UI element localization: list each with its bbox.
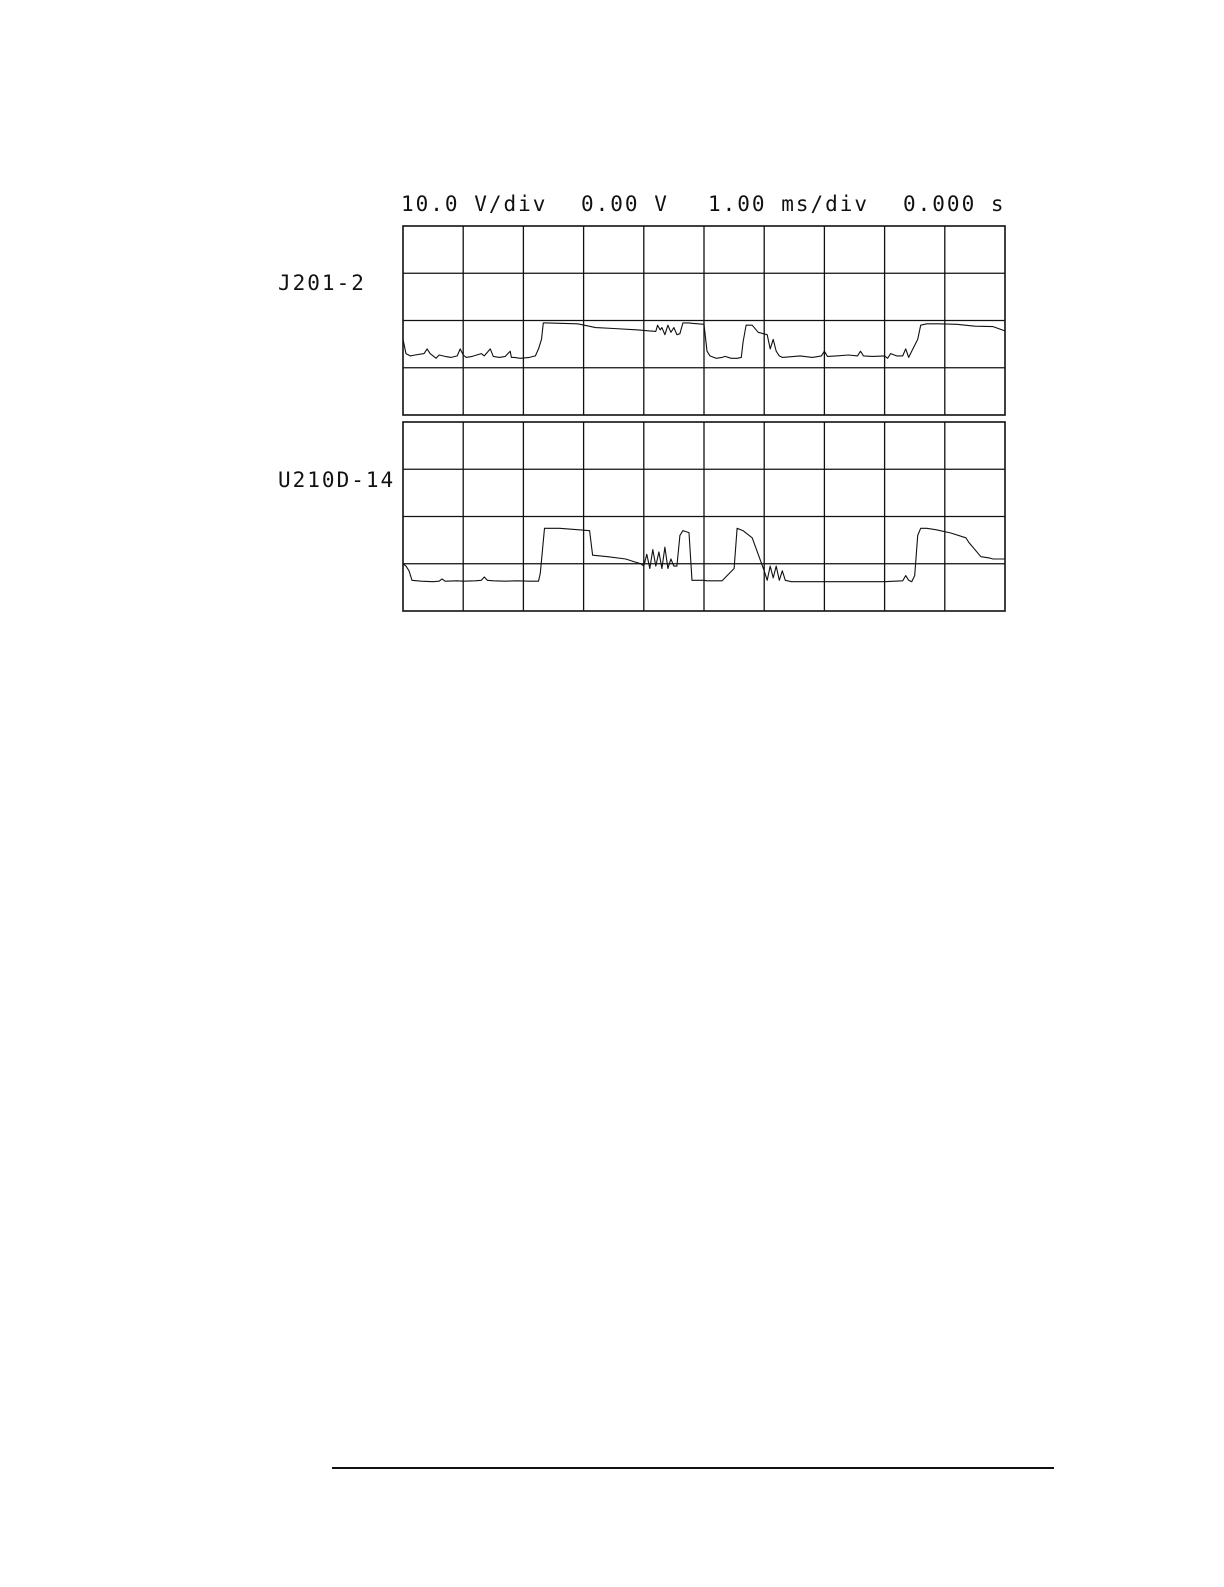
delay-label: 0.000 s	[903, 192, 1006, 216]
grid-panel-j201-2	[403, 226, 1005, 415]
channel-label-u210d-14: U210D-14	[278, 468, 396, 492]
offset-label: 0.00 V	[581, 192, 669, 216]
volts-per-div-label: 10.0 V/div	[401, 192, 548, 216]
footer-rule	[332, 1467, 1054, 1469]
grid-panel-u210d-14	[403, 422, 1005, 611]
time-per-div-label: 1.00 ms/div	[708, 192, 870, 216]
channel-label-j201-2: J201-2	[278, 271, 366, 295]
